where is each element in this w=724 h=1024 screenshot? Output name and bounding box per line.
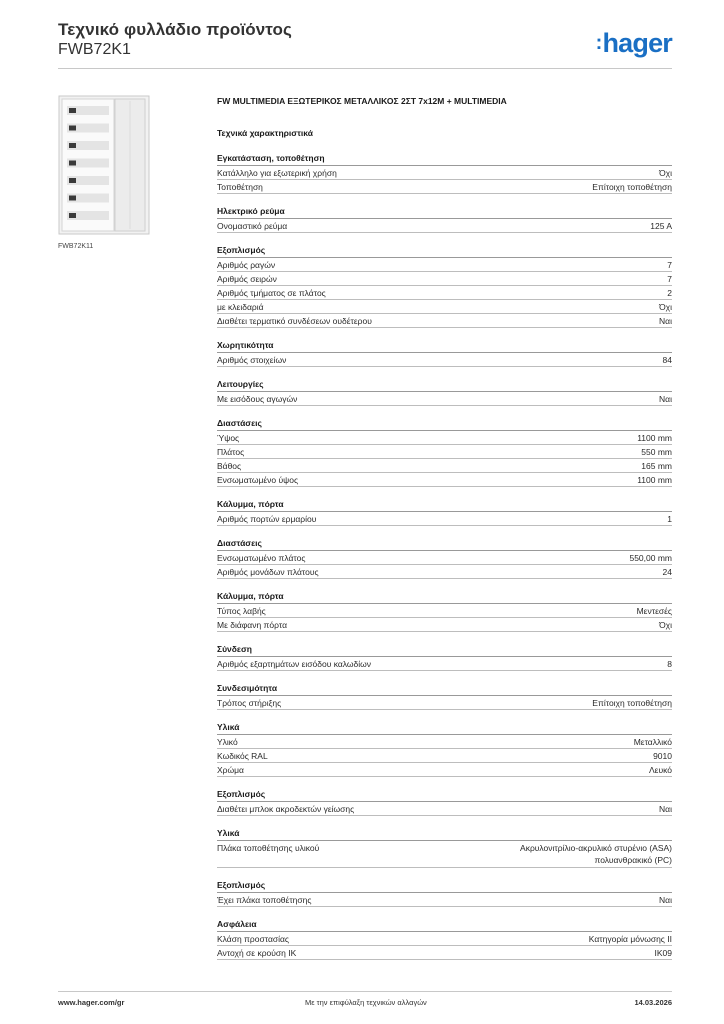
spec-row bbox=[217, 551, 672, 565]
spec-section bbox=[217, 788, 672, 816]
spec-row bbox=[217, 431, 672, 445]
spec-value: 550 mm bbox=[641, 447, 672, 457]
spec-value: Μεταλλικό bbox=[633, 737, 672, 747]
rail-module bbox=[69, 108, 76, 113]
section-title: Διαστάσεις bbox=[217, 417, 672, 431]
section-title: Κάλυμμα, πόρτα bbox=[217, 498, 672, 512]
spec-row bbox=[217, 946, 672, 960]
spec-row bbox=[217, 459, 672, 473]
spec-section bbox=[217, 339, 672, 367]
rail-module bbox=[69, 213, 76, 218]
spec-value: 550,00 mm bbox=[629, 553, 672, 563]
spec-row bbox=[217, 841, 672, 868]
spec-row bbox=[217, 657, 672, 671]
document-title: Τεχνικό φυλλάδιο προϊόντος bbox=[58, 20, 292, 39]
spec-value: Ναι bbox=[659, 895, 672, 905]
spec-label: Με διάφανη πόρτα bbox=[217, 620, 287, 630]
spec-label: Διαθέτει μπλοκ ακροδεκτών γείωσης bbox=[217, 804, 355, 814]
section-title: Λειτουργίες bbox=[217, 378, 672, 392]
spec-section bbox=[217, 827, 672, 868]
spec-section bbox=[217, 879, 672, 907]
rail-module bbox=[69, 126, 76, 131]
section-title: Εγκατάσταση, τοποθέτηση bbox=[217, 152, 672, 166]
product-name: FW MULTIMEDIA ΕΞΩΤΕΡΙΚΟΣ ΜΕΤΑΛΛΙΚΟΣ 2ΣΤ 7x12M + MULTIMEDIA bbox=[217, 96, 507, 106]
spec-row bbox=[217, 445, 672, 459]
spec-value: Ακρυλονιτρίλιο-ακρυλικό στυρένιο (ASA) πολυανθρακικό (PC) bbox=[520, 843, 672, 865]
spec-section bbox=[217, 590, 672, 632]
spec-label: Διαθέτει τερματικό συνδέσεων ουδέτερου bbox=[217, 316, 372, 326]
document-header bbox=[58, 20, 292, 59]
spec-value: 125 A bbox=[650, 221, 672, 231]
spec-row bbox=[217, 353, 672, 367]
section-title: Χωρητικότητα bbox=[217, 339, 672, 353]
spec-label: Ονομαστικό ρεύμα bbox=[217, 221, 288, 231]
spec-label: Τύπος λαβής bbox=[217, 606, 266, 616]
spec-label: Πλάκα τοποθέτησης υλικού bbox=[217, 843, 320, 853]
spec-label: Αριθμός πορτών ερμαρίου bbox=[217, 514, 317, 524]
section-title: Κάλυμμα, πόρτα bbox=[217, 590, 672, 604]
spec-value: Μεντεσές bbox=[636, 606, 672, 616]
spec-label: Κλάση προστασίας bbox=[217, 934, 290, 944]
rail-module bbox=[69, 178, 76, 183]
spec-label: Αριθμός τμήματος σε πλάτος bbox=[217, 288, 326, 298]
spec-value: 7 bbox=[667, 260, 672, 270]
footer-website[interactable]: www.hager.com/gr bbox=[58, 998, 125, 1007]
spec-label: Τοποθέτηση bbox=[217, 182, 263, 192]
header-divider bbox=[58, 68, 672, 69]
footer-divider bbox=[58, 991, 672, 992]
spec-value: 2 bbox=[667, 288, 672, 298]
spec-label: Βάθος bbox=[217, 461, 242, 471]
spec-row bbox=[217, 604, 672, 618]
tech-specs-title: Τεχνικά χαρακτηριστικά bbox=[217, 128, 313, 138]
spec-label: Αριθμός σειρών bbox=[217, 274, 277, 284]
spec-row bbox=[217, 735, 672, 749]
spec-section bbox=[217, 498, 672, 526]
spec-value: 1 bbox=[667, 514, 672, 524]
spec-value: Ναι bbox=[659, 804, 672, 814]
spec-row bbox=[217, 932, 672, 946]
spec-section bbox=[217, 643, 672, 671]
spec-value: 1100 mm bbox=[637, 433, 672, 443]
spec-label: Πλάτος bbox=[217, 447, 245, 457]
spec-label: Με εισόδους αγωγών bbox=[217, 394, 298, 404]
spec-row bbox=[217, 696, 672, 710]
product-image bbox=[58, 95, 150, 235]
product-code: FWB72K1 bbox=[58, 41, 131, 58]
spec-row bbox=[217, 618, 672, 632]
spec-section bbox=[217, 417, 672, 487]
spec-row bbox=[217, 272, 672, 286]
spec-section bbox=[217, 918, 672, 960]
spec-label: Αριθμός στοιχείων bbox=[217, 355, 287, 365]
spec-value: Όχι bbox=[659, 302, 672, 312]
section-title: Ασφάλεια bbox=[217, 918, 672, 932]
spec-row bbox=[217, 473, 672, 487]
spec-row bbox=[217, 512, 672, 526]
section-title: Εξοπλισμός bbox=[217, 788, 672, 802]
spec-row bbox=[217, 893, 672, 907]
spec-label: με κλειδαριά bbox=[217, 302, 264, 312]
spec-row bbox=[217, 802, 672, 816]
spec-label: Τρόπος στήριξης bbox=[217, 698, 282, 708]
rail-module bbox=[69, 143, 76, 148]
footer-notice: Με την επιφύλαξη τεχνικών αλλαγών bbox=[305, 998, 427, 1007]
spec-value: Κατηγορία μόνωσης II bbox=[588, 934, 672, 944]
hager-logo bbox=[596, 28, 672, 59]
spec-row bbox=[217, 392, 672, 406]
section-title: Υλικά bbox=[217, 827, 672, 841]
spec-label: Κατάλληλο για εξωτερική χρήση bbox=[217, 168, 337, 178]
spec-value: Επίτοιχη τοποθέτηση bbox=[592, 698, 672, 708]
spec-value: 8 bbox=[667, 659, 672, 669]
spec-section bbox=[217, 721, 672, 777]
spec-label: Ενσωματωμένο πλάτος bbox=[217, 553, 306, 563]
spec-label: Κωδικός RAL bbox=[217, 751, 268, 761]
spec-value: Λευκό bbox=[649, 765, 672, 775]
spec-row bbox=[217, 219, 672, 233]
section-title: Συνδεσιμότητα bbox=[217, 682, 672, 696]
spec-section bbox=[217, 537, 672, 579]
spec-row bbox=[217, 286, 672, 300]
spec-value: 24 bbox=[662, 567, 672, 577]
spec-value: Επίτοιχη τοποθέτηση bbox=[592, 182, 672, 192]
spec-value: 7 bbox=[667, 274, 672, 284]
spec-row bbox=[217, 763, 672, 777]
logo-mark-icon: : bbox=[595, 32, 602, 54]
spec-label: Αριθμός μονάδων πλάτους bbox=[217, 567, 319, 577]
section-title: Υλικά bbox=[217, 721, 672, 735]
spec-label: Αριθμός ραγών bbox=[217, 260, 276, 270]
spec-value: IK09 bbox=[654, 948, 672, 958]
spec-section bbox=[217, 378, 672, 406]
spec-row bbox=[217, 166, 672, 180]
section-title: Σύνδεση bbox=[217, 643, 672, 657]
spec-section bbox=[217, 152, 672, 194]
spec-label: Χρώμα bbox=[217, 765, 244, 775]
rail-module bbox=[69, 196, 76, 201]
spec-value: 9010 bbox=[653, 751, 672, 761]
spec-label: Έχει πλάκα τοποθέτησης bbox=[217, 895, 312, 905]
spec-label: Ενσωματωμένο ύψος bbox=[217, 475, 299, 485]
spec-content bbox=[217, 96, 672, 971]
section-title: Εξοπλισμός bbox=[217, 879, 672, 893]
spec-label: Αριθμός εξαρτημάτων εισόδου καλωδίων bbox=[217, 659, 372, 669]
spec-label: Υλικό bbox=[217, 737, 238, 747]
spec-section bbox=[217, 682, 672, 710]
spec-value: Όχι bbox=[659, 620, 672, 630]
spec-section bbox=[217, 205, 672, 233]
spec-value: 165 mm bbox=[641, 461, 672, 471]
spec-row bbox=[217, 314, 672, 328]
spec-value: 1100 mm bbox=[637, 475, 672, 485]
spec-value: Ναι bbox=[659, 394, 672, 404]
logo-text: hager bbox=[602, 28, 672, 58]
section-title: Ηλεκτρικό ρεύμα bbox=[217, 205, 672, 219]
spec-section bbox=[217, 244, 672, 328]
spec-label: Αντοχή σε κρούση IK bbox=[217, 948, 297, 958]
section-title: Διαστάσεις bbox=[217, 537, 672, 551]
section-title: Εξοπλισμός bbox=[217, 244, 672, 258]
spec-row bbox=[217, 180, 672, 194]
spec-row bbox=[217, 258, 672, 272]
footer-date: 14.03.2026 bbox=[634, 998, 672, 1007]
spec-label: Ύψος bbox=[217, 433, 240, 443]
spec-row bbox=[217, 565, 672, 579]
spec-value: Όχι bbox=[659, 168, 672, 178]
spec-sections bbox=[217, 152, 672, 960]
spec-row bbox=[217, 749, 672, 763]
spec-row bbox=[217, 300, 672, 314]
spec-value: Ναι bbox=[659, 316, 672, 326]
spec-value: 84 bbox=[662, 355, 672, 365]
rail-module bbox=[69, 161, 76, 166]
image-caption: FWB72K11 bbox=[58, 243, 94, 250]
